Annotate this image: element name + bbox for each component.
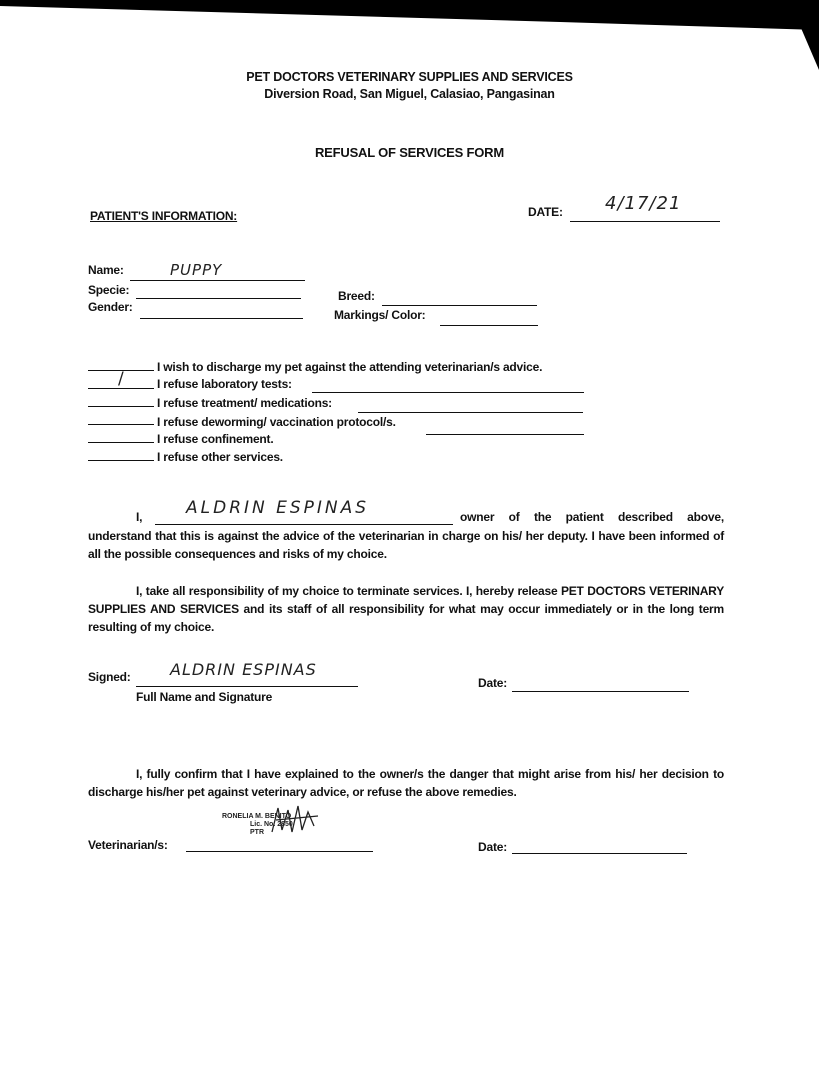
signed-label: Signed: [88,670,131,684]
option-line [88,460,154,461]
date-label: DATE: [528,205,563,219]
veterinarian-line [186,851,373,852]
option-label: I wish to discharge my pet against the attending veterinarian/s advice. [157,360,543,374]
specie-label: Specie: [88,283,130,297]
signature-handwritten: ALDRIN ESPINAS [170,660,317,679]
option-check-mark: / [118,369,125,389]
option-label: I refuse deworming/ vaccination protocol/s. [157,415,396,429]
markings-line [440,325,538,326]
form-title: REFUSAL OF SERVICES FORM [314,145,505,160]
option-label: I refuse laboratory tests: [157,377,292,391]
option-label: I refuse confinement. [157,432,274,446]
vet-stamp-name: RONELIA M. BENITO [222,813,292,820]
owner-name-handwritten: ALDRIN ESPINAS [186,498,370,518]
patient-info-heading: PATIENT'S INFORMATION: [90,209,238,223]
vet-date-label: Date: [478,840,508,854]
company-name: PET DOCTORS VETERINARY SUPPLIES AND SERVICES [246,70,573,84]
signature-date-line [512,691,689,692]
option-line [88,406,154,407]
breed-label: Breed: [338,289,375,303]
veterinarian-label: Veterinarian/s: [88,838,168,852]
specie-line [136,298,301,299]
option-label: I refuse other services. [157,450,283,464]
date-handwritten: 4/17/21 [605,193,682,214]
name-handwritten: PUPPY [170,261,223,279]
name-line [130,280,305,281]
vet-signature-scribble [268,802,324,840]
option-label: I refuse treatment/ medications: [157,396,332,410]
name-label: Name: [88,263,124,277]
option-detail-line [358,412,583,413]
scan-corner-shadow [789,0,819,70]
statement-prefix: I, [136,510,143,524]
company-address: Diversion Road, San Miguel, Calasiao, Pangasinan [264,87,555,101]
option-line [88,442,154,443]
confirmation-paragraph: I, fully confirm that I have explained to the owner/s the danger that might arise from his/ her decision to discharge his/her pet against veterinary advice, or refuse the above remedies. [88,767,724,799]
statement-line1-tail: owner of the patient described above, [460,510,724,524]
signature-date-label: Date: [478,676,508,690]
statement-paragraph-1: understand that this is against the advice of the veterinarian in charge on his/ her deputy. I have been informed of all the possible consequences and risks of my choice. [88,529,724,561]
vet-stamp-license: Lic. No. 2850 [250,821,293,828]
vet-date-line [512,853,687,854]
signature-sublabel: Full Name and Signature [136,690,273,704]
breed-line [382,305,537,306]
option-line [88,424,154,425]
date-line [570,221,720,222]
gender-line [140,318,303,319]
vet-stamp-ptr: PTR [250,829,264,836]
signature-line [136,686,358,687]
option-detail-line [426,434,584,435]
owner-name-line [155,524,453,525]
gender-label: Gender: [88,300,133,314]
option-detail-line [312,392,584,393]
statement-paragraph-2: I, take all responsibility of my choice to terminate services. I, hereby release PET DOCTORS VETERINARY SUPPLIES AND SERVICES and its staff of all responsibility for what may occur immediately or in the long term resulting of my choice. [88,584,724,634]
markings-label: Markings/ Color: [334,308,426,322]
scan-edge-shadow [0,0,819,30]
